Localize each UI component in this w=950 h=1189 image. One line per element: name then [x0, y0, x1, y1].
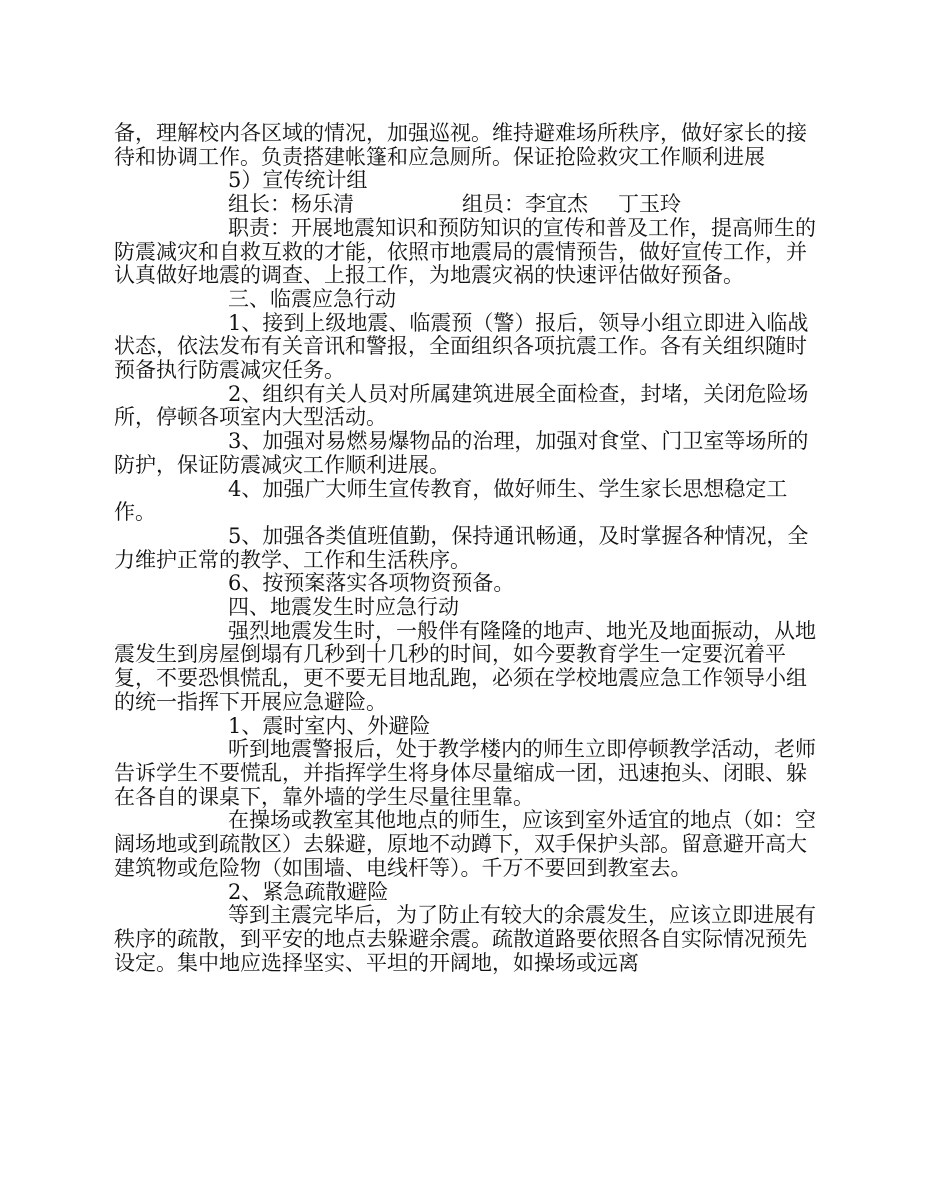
list-item-3-2: 2、组织有关人员对所属建筑进展全面检查，封堵，关闭危险场所，停顿各项室内大型活动。	[114, 381, 809, 430]
paragraph-evacuation: 等到主震完毕后，为了防止有较大的余震发生，应该立即进展有秩序的疏散，到平安的地点去躲避余震。疏散道路要依照各自实际情况预先设定。集中地应选择坚实、平坦的开阔地，如操场或远离	[114, 903, 816, 975]
group-leader: 组长：杨乐清	[228, 192, 354, 217]
subheading-4-1: 1、震时室内、外避险	[228, 713, 431, 738]
list-item-3-3: 3、加强对易燃易爆物品的治理，加强对食堂、门卫室等场所的防护，保证防震减灾工作顺利进展。	[114, 429, 809, 477]
paragraph-continuation: 备，理解校内各区域的情况，加强巡视。维持避难场所秩序，做好家长的接待和协调工作。负责搭建帐篷和应急厕所。保证抢险救灾工作顺利进展	[114, 121, 807, 169]
section-heading-publicity-group: 5）宣传统计组	[228, 168, 368, 193]
section-heading-3: 三、临震应急行动	[228, 286, 396, 311]
list-item-3-6: 6、按预案落实各项物资预备。	[228, 571, 515, 596]
group-member-2: 丁玉玲	[618, 192, 681, 217]
subheading-4-2: 2、紧急疏散避险	[228, 879, 389, 904]
document-body	[114, 122, 826, 975]
list-item-3-1: 1、接到上级地震、临震预（警）报后，领导小组立即进入临战状态，依法发布有关音讯和警报，全面组织各项抗震工作。各有关组织随时预备执行防震减灾任务。	[114, 310, 809, 383]
group-members-line	[114, 193, 826, 217]
paragraph-indoor-avoidance: 听到地震警报后，处于教学楼内的师生立即停顿教学活动，老师告诉学生不要慌乱，并指挥学生将身体尽量缩成一团，迅速抱头、闭眼、躲在各自的课桌下，靠外墙的学生尽量往里靠。	[114, 737, 816, 809]
paragraph-earthquake-intro: 强烈地震发生时，一般伴有隆隆的地声、地光及地面振动，从地震发生到房屋倒塌有几秒到十几秒的时间，如今要教育学生一定要沉着平复，不要恐惧慌乱，更不要无目地乱跑，必须在学校地震应急工作领导小组的统一指挥下开展应急避险。	[114, 618, 816, 714]
paragraph-outdoor-avoidance: 在操场或教室其他地点的师生，应该到室外适宜的地点（如：空阔场地或到疏散区）去躲避，原地不动蹲下，双手保护头部。留意避开高大建筑物或危险物（如围墙、电线杆等）。千万不要回到教室去。	[114, 808, 816, 880]
paragraph-duties: 职责：开展地震知识和预防知识的宣传和普及工作，提高师生的防震减灾和自救互救的才能，依照市地震局的震情预告，做好宣传工作，并认真做好地震的调查、上报工作，为地震灾祸的快速评估做好预备。	[114, 215, 816, 288]
section-heading-4: 四、地震发生时应急行动	[228, 595, 459, 620]
list-item-3-4: 4、加强广大师生宣传教育，做好师生、学生家长思想稳定工作。	[114, 476, 788, 525]
list-item-3-5: 5、加强各类值班值勤，保持通讯畅通，及时掌握各种情况，全力维护正常的教学、工作和生活秩序。	[114, 523, 809, 572]
group-members: 组员：李宜杰	[462, 192, 588, 217]
